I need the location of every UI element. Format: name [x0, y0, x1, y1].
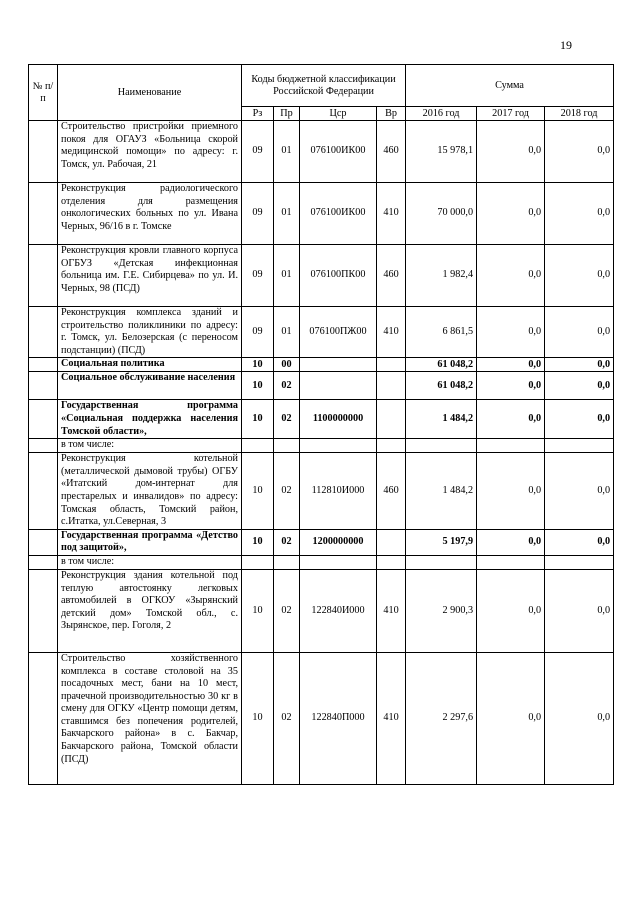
cell-csr: 122840И000: [300, 569, 377, 652]
cell-num: [29, 439, 58, 453]
cell-vr: [377, 358, 406, 372]
header-sum: Сумма: [406, 65, 614, 107]
cell-y2018: 0,0: [545, 358, 614, 372]
cell-vr: [377, 555, 406, 569]
cell-csr: 122840П000: [300, 652, 377, 784]
cell-rz: [242, 439, 274, 453]
cell-y2016: [406, 555, 477, 569]
cell-name: Государственная программа «Социальная поддержка населения Томской области»,: [58, 400, 242, 439]
cell-y2016: 70 000,0: [406, 183, 477, 245]
cell-pr: 02: [274, 652, 300, 784]
cell-rz: 09: [242, 183, 274, 245]
cell-num: [29, 183, 58, 245]
table-row: [29, 121, 614, 183]
table-row: [29, 358, 614, 372]
table-row: [29, 400, 614, 439]
cell-name: Реконструкция котельной (металлической дымовой трубы) ОГБУ «Итатский дом-интернат для престарелых и инвалидов» по адресу: Томская область, Томский район, с.Итатка, ул.Северная, 3: [58, 453, 242, 530]
page-number: 19: [560, 38, 572, 52]
header-csr: Цср: [300, 107, 377, 121]
cell-num: [29, 453, 58, 530]
cell-vr: [377, 439, 406, 453]
table-row: [29, 372, 614, 400]
table-row: [29, 529, 614, 555]
cell-y2016: 1 982,4: [406, 245, 477, 307]
cell-rz: 10: [242, 569, 274, 652]
cell-name: в том числе:: [58, 555, 242, 569]
cell-num: [29, 307, 58, 358]
cell-csr: [300, 372, 377, 400]
cell-name: в том числе:: [58, 439, 242, 453]
cell-pr: 01: [274, 183, 300, 245]
table-row: [29, 652, 614, 784]
cell-y2017: [477, 439, 545, 453]
cell-y2017: [477, 555, 545, 569]
cell-name: Строительство пристройки приемного покоя для ОГАУЗ «Больница скорой медицинской помощи» по адресу: г. Томск, ул. Рабочая, 21: [58, 121, 242, 183]
cell-y2017: 0,0: [477, 245, 545, 307]
table-row: [29, 245, 614, 307]
cell-y2017: 0,0: [477, 529, 545, 555]
cell-y2018: 0,0: [545, 652, 614, 784]
cell-num: [29, 555, 58, 569]
cell-vr: [377, 529, 406, 555]
cell-num: [29, 245, 58, 307]
header-vr: Вр: [377, 107, 406, 121]
cell-y2018: 0,0: [545, 121, 614, 183]
cell-vr: 410: [377, 183, 406, 245]
cell-y2017: 0,0: [477, 569, 545, 652]
cell-y2016: 61 048,2: [406, 358, 477, 372]
header-2016: 2016 год: [406, 107, 477, 121]
cell-num: [29, 529, 58, 555]
cell-rz: 09: [242, 307, 274, 358]
cell-name: Государственная программа «Детство под защитой»,: [58, 529, 242, 555]
cell-y2017: 0,0: [477, 358, 545, 372]
cell-y2016: 61 048,2: [406, 372, 477, 400]
cell-csr: 076100ПЖ00: [300, 307, 377, 358]
cell-vr: 460: [377, 245, 406, 307]
cell-rz: 10: [242, 400, 274, 439]
budget-table: [28, 64, 614, 785]
cell-y2016: 6 861,5: [406, 307, 477, 358]
cell-num: [29, 372, 58, 400]
cell-pr: 02: [274, 372, 300, 400]
cell-y2017: 0,0: [477, 453, 545, 530]
cell-num: [29, 569, 58, 652]
cell-rz: 10: [242, 529, 274, 555]
cell-vr: 410: [377, 307, 406, 358]
cell-name: Реконструкция радиологического отделения для размещения онкологических больных по ул. Ивана Черных, 96/16 в г. Томске: [58, 183, 242, 245]
cell-pr: 01: [274, 121, 300, 183]
cell-rz: 09: [242, 121, 274, 183]
cell-y2016: 2 900,3: [406, 569, 477, 652]
header-name: Наименование: [58, 65, 242, 121]
cell-vr: 460: [377, 121, 406, 183]
cell-pr: [274, 555, 300, 569]
cell-y2018: 0,0: [545, 307, 614, 358]
header-pr: Пр: [274, 107, 300, 121]
cell-rz: 09: [242, 245, 274, 307]
cell-name: Социальное обслуживание населения: [58, 372, 242, 400]
cell-y2018: 0,0: [545, 400, 614, 439]
table-row: [29, 439, 614, 453]
header-rz: Рз: [242, 107, 274, 121]
cell-y2018: [545, 439, 614, 453]
cell-rz: 10: [242, 652, 274, 784]
cell-name: Реконструкция здания котельной под теплую автостоянку легковых автомобилей в ОГКОУ «Зырянский детский дом» Томской обл., с. Зырянское, пер. Гоголя, 2: [58, 569, 242, 652]
cell-y2016: 1 484,2: [406, 453, 477, 530]
cell-pr: 02: [274, 400, 300, 439]
cell-name: Социальная политика: [58, 358, 242, 372]
cell-y2017: 0,0: [477, 400, 545, 439]
cell-rz: [242, 555, 274, 569]
cell-csr: 076100ИК00: [300, 183, 377, 245]
cell-pr: 00: [274, 358, 300, 372]
header-2017: 2017 год: [477, 107, 545, 121]
cell-y2018: 0,0: [545, 372, 614, 400]
cell-y2018: 0,0: [545, 569, 614, 652]
cell-csr: [300, 358, 377, 372]
cell-csr: [300, 555, 377, 569]
cell-y2017: 0,0: [477, 372, 545, 400]
cell-pr: 02: [274, 529, 300, 555]
cell-y2018: 0,0: [545, 453, 614, 530]
cell-y2016: 2 297,6: [406, 652, 477, 784]
cell-y2016: 5 197,9: [406, 529, 477, 555]
cell-pr: 01: [274, 307, 300, 358]
header-2018: 2018 год: [545, 107, 614, 121]
cell-num: [29, 400, 58, 439]
table-row: [29, 569, 614, 652]
cell-y2017: 0,0: [477, 183, 545, 245]
cell-csr: 076100ПК00: [300, 245, 377, 307]
cell-csr: 076100ИК00: [300, 121, 377, 183]
cell-rz: 10: [242, 372, 274, 400]
cell-y2016: 15 978,1: [406, 121, 477, 183]
cell-name: Реконструкция кровли главного корпуса ОГБУЗ «Детская инфекционная больница им. Г.Е. Сибирцева» по ул. И. Черных, 98 (ПСД): [58, 245, 242, 307]
cell-vr: 410: [377, 652, 406, 784]
cell-pr: 02: [274, 569, 300, 652]
cell-y2017: 0,0: [477, 307, 545, 358]
cell-csr: 1200000000: [300, 529, 377, 555]
cell-vr: 460: [377, 453, 406, 530]
header-num: № п/п: [29, 65, 58, 121]
cell-name: Реконструкция комплекса зданий и строительство поликлиники по адресу: г. Томск, ул. Белозерская (с переносом подстанции) (ПСД): [58, 307, 242, 358]
cell-pr: [274, 439, 300, 453]
cell-pr: 02: [274, 453, 300, 530]
cell-y2016: 1 484,2: [406, 400, 477, 439]
table-row: [29, 555, 614, 569]
cell-num: [29, 121, 58, 183]
table-row: [29, 183, 614, 245]
cell-csr: [300, 439, 377, 453]
cell-rz: 10: [242, 453, 274, 530]
cell-vr: [377, 400, 406, 439]
cell-y2018: 0,0: [545, 183, 614, 245]
cell-csr: 112810И000: [300, 453, 377, 530]
cell-name: Строительство хозяйственного комплекса в составе столовой на 35 посадочных мест, бани на 10 мест, прачечной производительностью 30 кг в смену для ОГКУ «Центр помощи детям, ставшимся без попечения родителей, Бакчарского района» в с. Бакчар, Бакчарского района, Томской области (ПСД): [58, 652, 242, 784]
cell-num: [29, 652, 58, 784]
cell-y2017: 0,0: [477, 652, 545, 784]
cell-rz: 10: [242, 358, 274, 372]
cell-csr: 1100000000: [300, 400, 377, 439]
cell-y2018: 0,0: [545, 529, 614, 555]
table-row: [29, 307, 614, 358]
cell-vr: [377, 372, 406, 400]
cell-y2018: [545, 555, 614, 569]
cell-pr: 01: [274, 245, 300, 307]
cell-num: [29, 358, 58, 372]
cell-vr: 410: [377, 569, 406, 652]
table-row: [29, 453, 614, 530]
cell-y2018: 0,0: [545, 245, 614, 307]
cell-y2017: 0,0: [477, 121, 545, 183]
header-codes: Коды бюджетной классификации Российской Федерации: [242, 65, 406, 107]
cell-y2016: [406, 439, 477, 453]
